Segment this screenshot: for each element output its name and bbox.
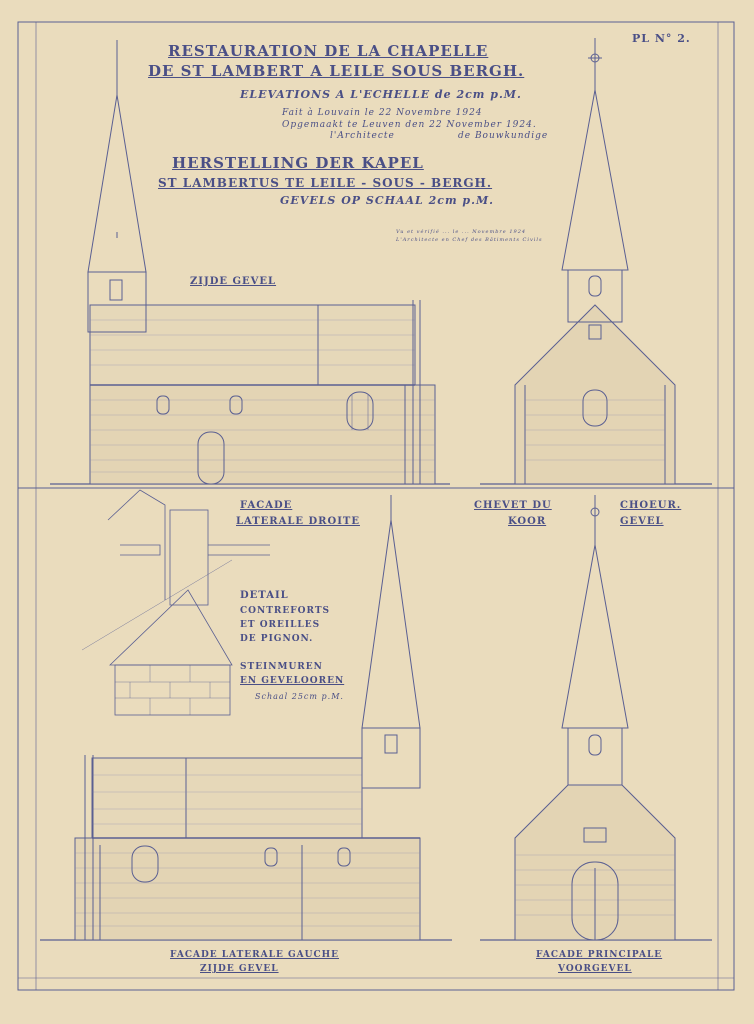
- fr-title-line-1: RESTAURATION DE LA CHAPELLE: [168, 42, 489, 60]
- label-choeur-2: GEVEL: [620, 516, 664, 527]
- nl-date: Opgemaakt te Leuven den 22 November 1924.: [282, 120, 537, 130]
- nl-title-line-1: HERSTELLING DER KAPEL: [172, 154, 424, 172]
- label-facade-1: FACADE: [240, 500, 293, 511]
- label-facade-2: LATERALE DROITE: [236, 516, 360, 527]
- label-choeur-1: CHOEUR.: [620, 500, 682, 511]
- fr-subtitle: ELEVATIONS A L'ECHELLE de 2cm p.M.: [240, 88, 522, 101]
- side-elevation-left: [40, 495, 452, 940]
- detail-scale: Schaal 25cm p.M.: [255, 692, 344, 701]
- detail-nl-2: EN GEVELOOREN: [240, 676, 345, 686]
- label-chevet-1: CHEVET DU: [474, 500, 552, 511]
- nl-architect: de Bouwkundige: [458, 131, 549, 141]
- detail-label-3: ET OREILLES: [240, 620, 321, 630]
- nl-title-line-2: ST LAMBERTUS TE LEILE - SOUS - BERGH.: [158, 176, 493, 190]
- plan-number: PL N° 2.: [632, 32, 691, 45]
- nl-subtitle: GEVELS OP SCHAAL 2cm p.M.: [280, 194, 494, 207]
- detail-nl-1: STEINMUREN: [240, 662, 323, 672]
- label-chevet-2: KOOR: [508, 516, 547, 527]
- label-facade-gauche-1: FACADE LATERALE GAUCHE: [170, 950, 339, 960]
- detail-label-2: CONTREFORTS: [240, 606, 331, 616]
- principal-facade: [480, 495, 712, 940]
- label-facade-principale-1: FACADE PRINCIPALE: [536, 950, 663, 960]
- fr-date: Fait à Louvain le 22 Novembre 1924: [282, 108, 483, 118]
- detail-label-1: DETAIL: [240, 590, 289, 601]
- chevet-elevation: [480, 38, 712, 484]
- fr-title-line-2: DE ST LAMBERT A LEILE SOUS BERGH.: [148, 62, 525, 80]
- fr-architect: l'Architecte: [330, 131, 395, 141]
- label-zijde-gevel-top: ZIJDE GEVEL: [190, 276, 277, 287]
- side-elevation-right: [50, 40, 450, 484]
- detail-label-4: DE PIGNON.: [240, 634, 314, 644]
- label-facade-principale-2: VOORGEVEL: [558, 964, 632, 974]
- label-facade-gauche-2: ZIJDE GEVEL: [200, 964, 279, 974]
- verification-note: Vu et vérifié ... le ... Novembre 1924 L'Architecte en Chef des Bâtiments Civils: [396, 229, 543, 243]
